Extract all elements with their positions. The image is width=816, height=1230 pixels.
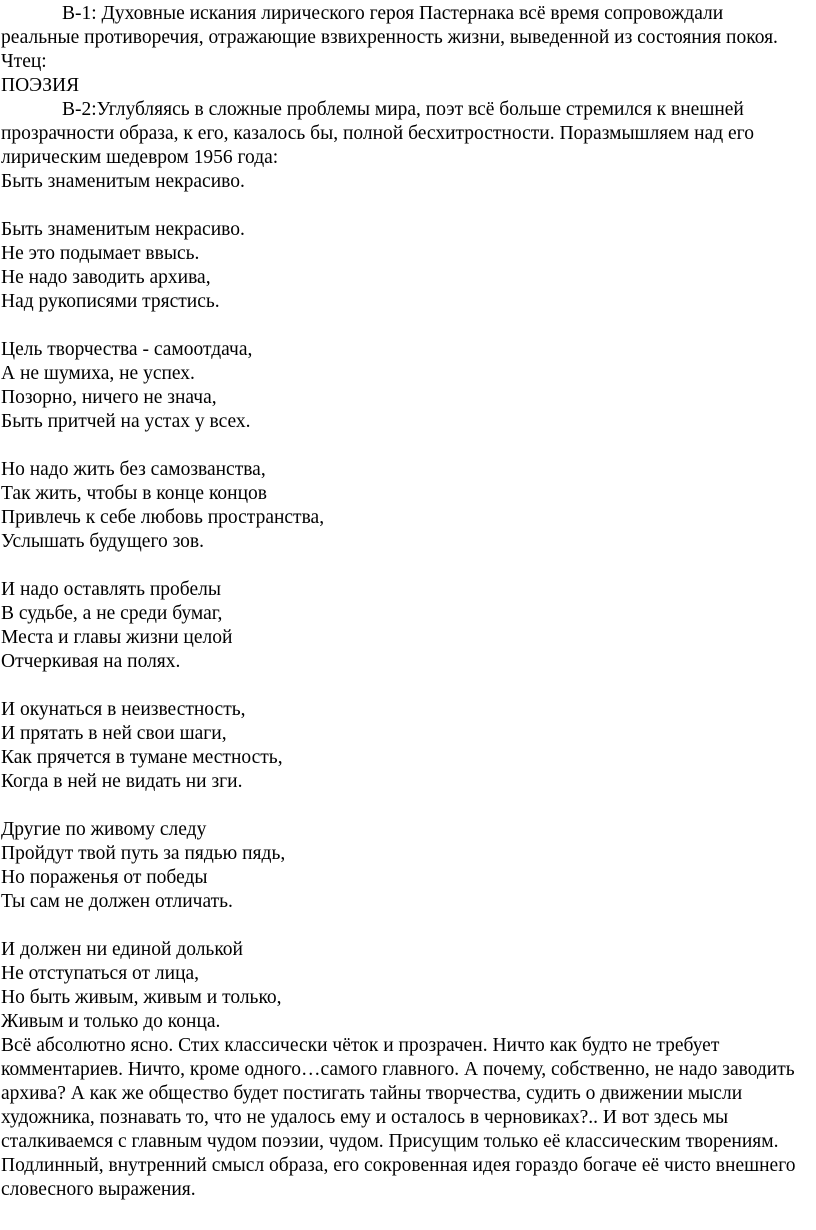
poem-line: Пройдут твой путь за пядью пядь, [1, 843, 286, 864]
section-heading: ПОЭЗИЯ [1, 75, 80, 96]
poem-line: И должен ни единой долькой [1, 939, 243, 960]
poem-line: Не это подымает ввысь. [1, 243, 200, 264]
poem-line: И надо оставлять пробелы [1, 579, 221, 600]
poem-line: Услышать будущего зов. [1, 531, 205, 552]
poem-line: А не шумиха, не успех. [1, 363, 195, 384]
poem-line: И прятать в ней свои шаги, [1, 723, 227, 744]
poem-line: Но надо жить без самозванства, [1, 459, 266, 480]
poem-line: Живым и только до конца. [1, 1011, 221, 1032]
poem-stanza [1, 338, 806, 434]
poem-line: Не отступаться от лица, [1, 963, 200, 984]
poem-line: Ты сам не должен отличать. [1, 891, 233, 912]
reader-label: Чтец: [1, 51, 47, 72]
analysis-paragraph: В-2:Углубляясь в сложные проблемы мира, поэт всё больше стремился к внешней прозрачности образа, к его, казалось бы, полной бесхитростности. Поразмышляем над его лирическим шедевром 1956 года: [1, 99, 754, 168]
poem-line: Привлечь к себе любовь пространства, [1, 507, 325, 528]
poem-stanza [1, 818, 806, 914]
poem-line: В судьбе, а не среди бумаг, [1, 603, 223, 624]
poem-line: Другие по живому следу [1, 819, 207, 840]
poem-line: Так жить, чтобы в конце концов [1, 483, 268, 504]
closing-paragraph: Всё абсолютно ясно. Стих классически чёток и прозрачен. Ничто как будто не требует комментариев. Ничто, кроме одного…самого главного. А почему, собственно, не надо заводить архива? А как же общество будет постигать тайны творчества, судить о движении мысли художника, познавать то, что не удалось ему и осталось в черновиках?.. И вот здесь мы сталкиваемся с главным чудом поэзии, чудом. Присущим только её классическим творениям. Подлинный, внутренний смысл образа, его сокровенная идея гораздо богаче её чисто внешнего словесного выражения. [1, 1035, 796, 1200]
poem-line: Отчеркивая на полях. [1, 651, 181, 672]
poem-line: Цель творчества - самоотдача, [1, 339, 253, 360]
poem-line: Над рукописями трястись. [1, 291, 220, 312]
poem-line: Быть знаменитым некрасиво. [1, 219, 245, 240]
poem-stanza [1, 218, 806, 314]
poem-stanza [1, 578, 806, 674]
poem-stanza [1, 458, 806, 554]
poem-stanza [1, 938, 806, 1034]
poem-line: Позорно, ничего не знача, [1, 387, 217, 408]
spacer [1, 194, 806, 218]
poem-stanza [1, 698, 806, 794]
poem-line: И окунаться в неизвестность, [1, 699, 246, 720]
intro-paragraph: В-1: Духовные искания лирического героя Пастернака всё время сопровождали реальные противоречия, отражающие взвихренность жизни, выведенной из состояния покоя. [1, 3, 778, 48]
poem-line: Быть притчей на устах у всех. [1, 411, 251, 432]
poem-line: Как прячется в тумане местность, [1, 747, 283, 768]
poem-line: Не надо заводить архива, [1, 267, 211, 288]
poem-title: Быть знаменитым некрасиво. [1, 171, 245, 192]
poem-line: Места и главы жизни целой [1, 627, 233, 648]
poem-line: Когда в ней не видать ни зги. [1, 771, 243, 792]
poem-line: Но быть живым, живым и только, [1, 987, 282, 1008]
poem [1, 218, 806, 1034]
poem-line: Но пораженья от победы [1, 867, 208, 888]
